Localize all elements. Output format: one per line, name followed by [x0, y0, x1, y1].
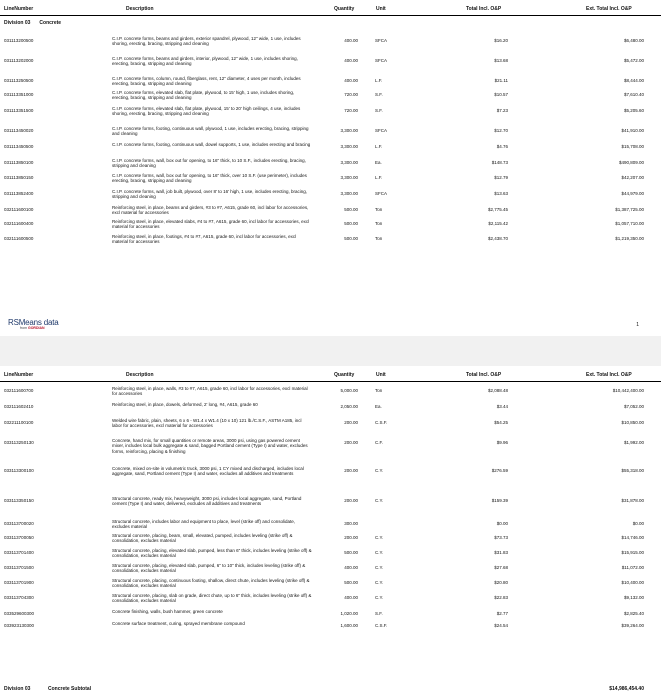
- quantity-cell: 300.00: [344, 521, 358, 526]
- ext-total-cell: $10,850.00: [621, 420, 644, 425]
- description-cell: C.I.P. concrete forms, footing, continuous wall, plywood, 1 use, includes erecting, bracing, stripping and cleaning: [112, 126, 309, 137]
- ext-total-cell: $44,979.00: [621, 191, 644, 196]
- ext-total-cell: $6,480.00: [623, 38, 644, 43]
- line-number-cell: 032111602410: [4, 404, 34, 409]
- ext-total-cell: $14,746.00: [621, 535, 644, 540]
- ext-total-cell: $55,318.00: [621, 468, 644, 473]
- unit-cell: C.Y.: [375, 580, 384, 585]
- line-number-cell: 033113700020: [4, 521, 34, 526]
- line-number-cell: 032111600400: [4, 221, 34, 226]
- col-ext-total: Ext. Total Incl. O&P: [586, 6, 632, 12]
- total-cell: $31.83: [494, 550, 508, 555]
- description-cell: Reinforcing steel, in place, walls, #3 to #7, A615, grade 60, incl labor for accessories, excl material for accessories: [112, 386, 308, 397]
- col-description: Description: [126, 6, 154, 12]
- col-total: Total Incl. O&P: [466, 372, 502, 378]
- quantity-cell: 400.00: [344, 565, 358, 570]
- quantity-cell: 400.00: [344, 595, 358, 600]
- ext-total-cell: $2,825.40: [623, 611, 644, 616]
- line-number-cell: 031113450500: [4, 144, 34, 149]
- col-unit: Unit: [376, 372, 386, 378]
- total-cell: $4.76: [496, 144, 508, 149]
- line-number-cell: 032111600100: [4, 207, 34, 212]
- report-page-1: [0, 0, 661, 336]
- total-cell: $2,775.45: [487, 207, 508, 212]
- unit-cell: Ton: [375, 236, 383, 241]
- total-cell: $2,115.42: [488, 221, 508, 226]
- quantity-cell: 1,600.00: [340, 623, 358, 628]
- total-cell: $54.25: [494, 420, 508, 425]
- unit-cell: Ton: [375, 221, 383, 226]
- ext-total-cell: $42,207.00: [621, 175, 644, 180]
- quantity-cell: 720.00: [344, 92, 358, 97]
- line-number-cell: 033113704300: [4, 595, 34, 600]
- ext-total-cell: $1,992.00: [623, 440, 644, 445]
- ext-total-cell: $1,057,710.00: [615, 221, 644, 226]
- ext-total-cell: $5,205.60: [623, 108, 644, 113]
- line-number-cell: 031113450020: [4, 128, 34, 133]
- page-number: 1: [636, 322, 639, 328]
- quantity-cell: 400.00: [344, 78, 358, 83]
- line-number-cell: 033113300100: [4, 468, 34, 473]
- subtotal-division: Division 03: [4, 686, 31, 692]
- unit-cell: C.S.F.: [375, 623, 388, 628]
- line-number-cell: 033923130300: [4, 623, 35, 628]
- total-cell: $10.57: [494, 92, 508, 97]
- quantity-cell: 400.00: [344, 38, 358, 43]
- division-code: Division 03: [4, 20, 31, 26]
- line-number-cell: 033113700050: [4, 535, 34, 540]
- unit-cell: C.Y.: [375, 565, 384, 570]
- total-cell: $0.00: [496, 521, 508, 526]
- description-cell: C.I.P. concrete forms, wall, job built, plywood, over 8' to 16' high, 1 use, includes erecting, bracing, stripping and cleaning: [112, 189, 307, 200]
- description-cell: Concrete, mixed on-site in volumetric truck, 3000 psi, 1 CY mixed and discharged, includes local aggregate, sand, Portland cement (Type I) and water, excludes all additives and treatments: [112, 466, 304, 477]
- line-number-cell: 031113351000: [4, 92, 34, 97]
- total-cell: $2.77: [496, 611, 508, 616]
- description-cell: Structural concrete, includes labor and equipment to place, level (strike off) and consolidate, excludes material: [112, 519, 296, 530]
- quantity-cell: 200.00: [344, 468, 358, 473]
- total-cell: $21.11: [494, 78, 508, 83]
- description-cell: Structural concrete, placing, continuous footing, shallow, direct chute, includes leveling (strike off) & consolidation, excludes material: [112, 578, 310, 589]
- total-cell: $13.63: [494, 191, 508, 196]
- quantity-cell: 2,050.00: [340, 404, 358, 409]
- line-number-cell: 032111600500: [4, 236, 34, 241]
- quantity-cell: 200.00: [344, 498, 358, 503]
- description-cell: C.I.P. concrete forms, beams and girders, exterior spandrel, plywood, 12" wide, 1 use, includes shoring, erecting, bracing, stripping and cleaning: [112, 36, 301, 47]
- unit-cell: Ea.: [375, 404, 382, 409]
- quantity-cell: 1,020.00: [340, 611, 358, 616]
- subtotal-label: Concrete Subtotal: [48, 686, 92, 692]
- total-cell: $7.23: [496, 108, 508, 113]
- ext-total-cell: $15,708.00: [621, 144, 644, 149]
- unit-cell: L.F.: [375, 175, 383, 180]
- ext-total-cell: $10,400.00: [621, 580, 644, 585]
- line-number-cell: 031113850100: [4, 160, 34, 165]
- ext-total-cell: $41,910.00: [621, 128, 644, 133]
- rsmeans-logo: [8, 318, 59, 330]
- ext-total-cell: $8,444.00: [623, 78, 644, 83]
- line-number-cell: 031113852400: [4, 191, 34, 196]
- total-cell: $24.54: [494, 623, 508, 628]
- division-name: Concrete: [39, 20, 62, 26]
- ext-total-cell: $31,878.00: [621, 498, 644, 503]
- quantity-cell: 500.00: [344, 236, 358, 241]
- ext-total-cell: $7,610.40: [623, 92, 644, 97]
- ext-total-cell: $39,264.00: [621, 623, 644, 628]
- line-number-cell: 033113350150: [4, 498, 34, 503]
- line-number-cell: 033529600300: [4, 611, 35, 616]
- ext-total-cell: $10,442,400.00: [612, 388, 644, 393]
- col-unit: Unit: [376, 6, 386, 12]
- total-cell: $9.96: [496, 440, 508, 445]
- ext-total-cell: $15,915.00: [621, 550, 644, 555]
- quantity-cell: 3,300.00: [340, 175, 358, 180]
- quantity-cell: 500.00: [344, 550, 358, 555]
- quantity-cell: 3,300.00: [340, 144, 358, 149]
- unit-cell: C.Y.: [375, 550, 384, 555]
- description-cell: C.I.P. concrete forms, footing, continuous wall, dowel supports, 1 use, includes erecting and bracing: [112, 142, 311, 147]
- line-number-cell: 032111600700: [4, 388, 34, 393]
- division-heading: [4, 20, 61, 26]
- description-cell: Concrete surface treatment, curing, sprayed membrane compound: [112, 621, 245, 626]
- total-cell: $13.68: [494, 58, 508, 63]
- logo-name: RSMeans data: [8, 318, 59, 327]
- line-number-cell: 031113351500: [4, 108, 34, 113]
- report-page-2: [0, 366, 661, 700]
- description-cell: Reinforcing steel, in place, beams and girders, #3 to #7, A615, grade 60, incl labor for accessories, excl material for accessories: [112, 205, 309, 216]
- unit-cell: Ton: [375, 207, 383, 212]
- unit-cell: Ea.: [375, 160, 382, 165]
- col-quantity: Quantity: [334, 372, 355, 378]
- total-cell: $148.73: [491, 160, 508, 165]
- ext-total-cell: $7,052.00: [623, 404, 644, 409]
- quantity-cell: 3,300.00: [340, 160, 358, 165]
- unit-cell: SFCA: [375, 128, 388, 133]
- total-cell: $12.79: [494, 175, 508, 180]
- description-cell: Reinforcing steel, in place, footings, #4 to #7, A615, grade 60, incl labor for accessories, excl material for accessories: [112, 234, 297, 245]
- logo-from: from: [20, 326, 27, 330]
- description-cell: Reinforcing steel, in place, elevated slabs, #4 to #7, A615, grade 60, incl labor for accessories, excl material for accessories: [112, 219, 310, 230]
- col-quantity: Quantity: [334, 6, 355, 12]
- line-number-cell: 033113701900: [4, 580, 34, 585]
- description-cell: Welded wire fabric, plain, sheets, 6 x 6 - W1.4 x W1.4 (10 x 10) 121 lb./C.S.F., ASTM A185, incl labor for accessories, excl material for accessories: [112, 418, 302, 429]
- quantity-cell: 5,000.00: [340, 388, 358, 393]
- total-cell: $276.59: [491, 468, 508, 473]
- line-number-cell: 033113701500: [4, 565, 34, 570]
- unit-cell: SFCA: [375, 191, 388, 196]
- total-cell: $159.39: [491, 498, 508, 503]
- subtotal-value: $14,986,454.40: [609, 686, 644, 692]
- unit-cell: SFCA: [375, 58, 388, 63]
- quantity-cell: 500.00: [344, 221, 358, 226]
- unit-cell: C.Y.: [375, 498, 384, 503]
- description-cell: C.I.P. concrete forms, column, round, fiberglass, rent, 12" diameter, 4 uses per month, includes erecting, bracing, stripping and cleaning: [112, 76, 301, 87]
- total-cell: $27.68: [494, 565, 508, 570]
- logo-brand: GORDIAN: [27, 326, 45, 330]
- description-cell: C.I.P. concrete forms, wall, box out for opening, to 16" thick, over 10 S.F. (use perimeter), includes erecting, bracing, stripping and cleaning: [112, 173, 307, 184]
- quantity-cell: 500.00: [344, 207, 358, 212]
- ext-total-cell: $1,219,350.00: [615, 236, 644, 241]
- total-cell: $73.73: [494, 535, 508, 540]
- quantity-cell: 400.00: [344, 58, 358, 63]
- description-cell: C.I.P. concrete forms, beams and girders, interior, plywood, 12" wide, 1 use, includes shoring, erecting, bracing, stripping and cleaning: [112, 56, 298, 67]
- description-cell: Structural concrete, placing, elevated slab, pumped, less than 6" thick, includes leveling (strike off) & consolidation, excludes material: [112, 548, 312, 559]
- quantity-cell: 200.00: [344, 420, 358, 425]
- table-header: [0, 369, 661, 382]
- unit-cell: C.Y.: [375, 535, 384, 540]
- quantity-cell: 720.00: [344, 108, 358, 113]
- col-ext-total: Ext. Total Incl. O&P: [586, 372, 632, 378]
- description-cell: Concrete finishing, walls, bush hammer, green concrete: [112, 609, 223, 614]
- total-cell: $20.80: [494, 580, 508, 585]
- unit-cell: S.F.: [375, 92, 383, 97]
- unit-cell: C.Y.: [375, 595, 384, 600]
- quantity-cell: 3,300.00: [340, 128, 358, 133]
- description-cell: Structural concrete, placing, elevated slab, pumped, 6" to 10" thick, includes leveling (strike off) & consolidation, excludes material: [112, 563, 306, 574]
- ext-total-cell: $11,072.00: [621, 565, 644, 570]
- col-total: Total Incl. O&P: [466, 6, 502, 12]
- quantity-cell: 200.00: [344, 535, 358, 540]
- total-cell: $12.70: [494, 128, 508, 133]
- unit-cell: C.Y.: [375, 468, 384, 473]
- line-number-cell: 031113850150: [4, 175, 34, 180]
- col-description: Description: [126, 372, 154, 378]
- unit-cell: C.S.F.: [375, 420, 388, 425]
- total-cell: $3.44: [496, 404, 508, 409]
- total-cell: $2,088.48: [487, 388, 508, 393]
- line-number-cell: 033113250130: [4, 440, 34, 445]
- unit-cell: S.F.: [375, 108, 383, 113]
- unit-cell: Ton: [375, 388, 383, 393]
- total-cell: $2,438.70: [487, 236, 508, 241]
- description-cell: C.I.P. concrete forms, elevated slab, flat plate, plywood, 15' to 20' high ceilings, 4 use, includes shoring, erecting, bracing, stripping and cleaning: [112, 106, 301, 117]
- page-separator: [0, 336, 661, 366]
- description-cell: C.I.P. concrete forms, elevated slab, flat plate, plywood, to 15' high, 1 use, includes shoring, erecting, bracing, stripping and cleaning: [112, 90, 295, 101]
- unit-cell: C.F.: [375, 440, 384, 445]
- col-line-number: LineNumber: [4, 372, 34, 378]
- unit-cell: L.F.: [375, 78, 383, 83]
- description-cell: Reinforcing steel, in place, dowels, deformed, 2' long, #4, A615, grade 60: [112, 402, 258, 407]
- quantity-cell: 500.00: [344, 580, 358, 585]
- description-cell: Structural concrete, ready mix, heavyweight, 3000 psi, includes local aggregate, sand, Portland cement (Type I) and water, delivered, excludes all additives and treatments: [112, 496, 302, 507]
- ext-total-cell: $0.00: [632, 521, 644, 526]
- total-cell: $16.20: [494, 38, 508, 43]
- ext-total-cell: $490,809.00: [618, 160, 644, 165]
- table-header: [0, 3, 661, 16]
- ext-total-cell: $1,387,725.00: [615, 207, 644, 212]
- total-cell: $22.83: [494, 595, 508, 600]
- description-cell: Concrete, hand mix, for small quantities or remote areas, 3000 psi, using gas powered cement mixer, includes local bulk aggregate & sand, bagged Portland cement (Type I) and water, excludes forms, reinforcing, placing & finishing: [112, 438, 308, 454]
- description-cell: C.I.P. concrete forms, wall, box out for opening, to 16" thick, to 10 S.F., includes erecting, bracing, stripping and cleaning: [112, 158, 306, 169]
- line-number-cell: 031113250500: [4, 78, 34, 83]
- quantity-cell: 3,300.00: [340, 191, 358, 196]
- description-cell: Structural concrete, placing, beam, small, elevated, pumped, includes leveling (strike off) & consolidation, excludes material: [112, 533, 293, 544]
- line-number-cell: 032211100100: [4, 420, 34, 425]
- line-number-cell: 033113701400: [4, 550, 34, 555]
- col-line-number: LineNumber: [4, 6, 34, 12]
- description-cell: Structural concrete, placing, slab on grade, direct chute, up to 6" thick, includes leveling (strike off) & consolidation, excludes material: [112, 593, 312, 604]
- ext-total-cell: $5,472.00: [623, 58, 644, 63]
- unit-cell: SFCA: [375, 38, 388, 43]
- line-number-cell: 031113202000: [4, 58, 34, 63]
- unit-cell: L.F.: [375, 144, 383, 149]
- ext-total-cell: $9,132.00: [623, 595, 644, 600]
- line-number-cell: 031113200500: [4, 38, 34, 43]
- quantity-cell: 200.00: [344, 440, 358, 445]
- unit-cell: S.F.: [375, 611, 383, 616]
